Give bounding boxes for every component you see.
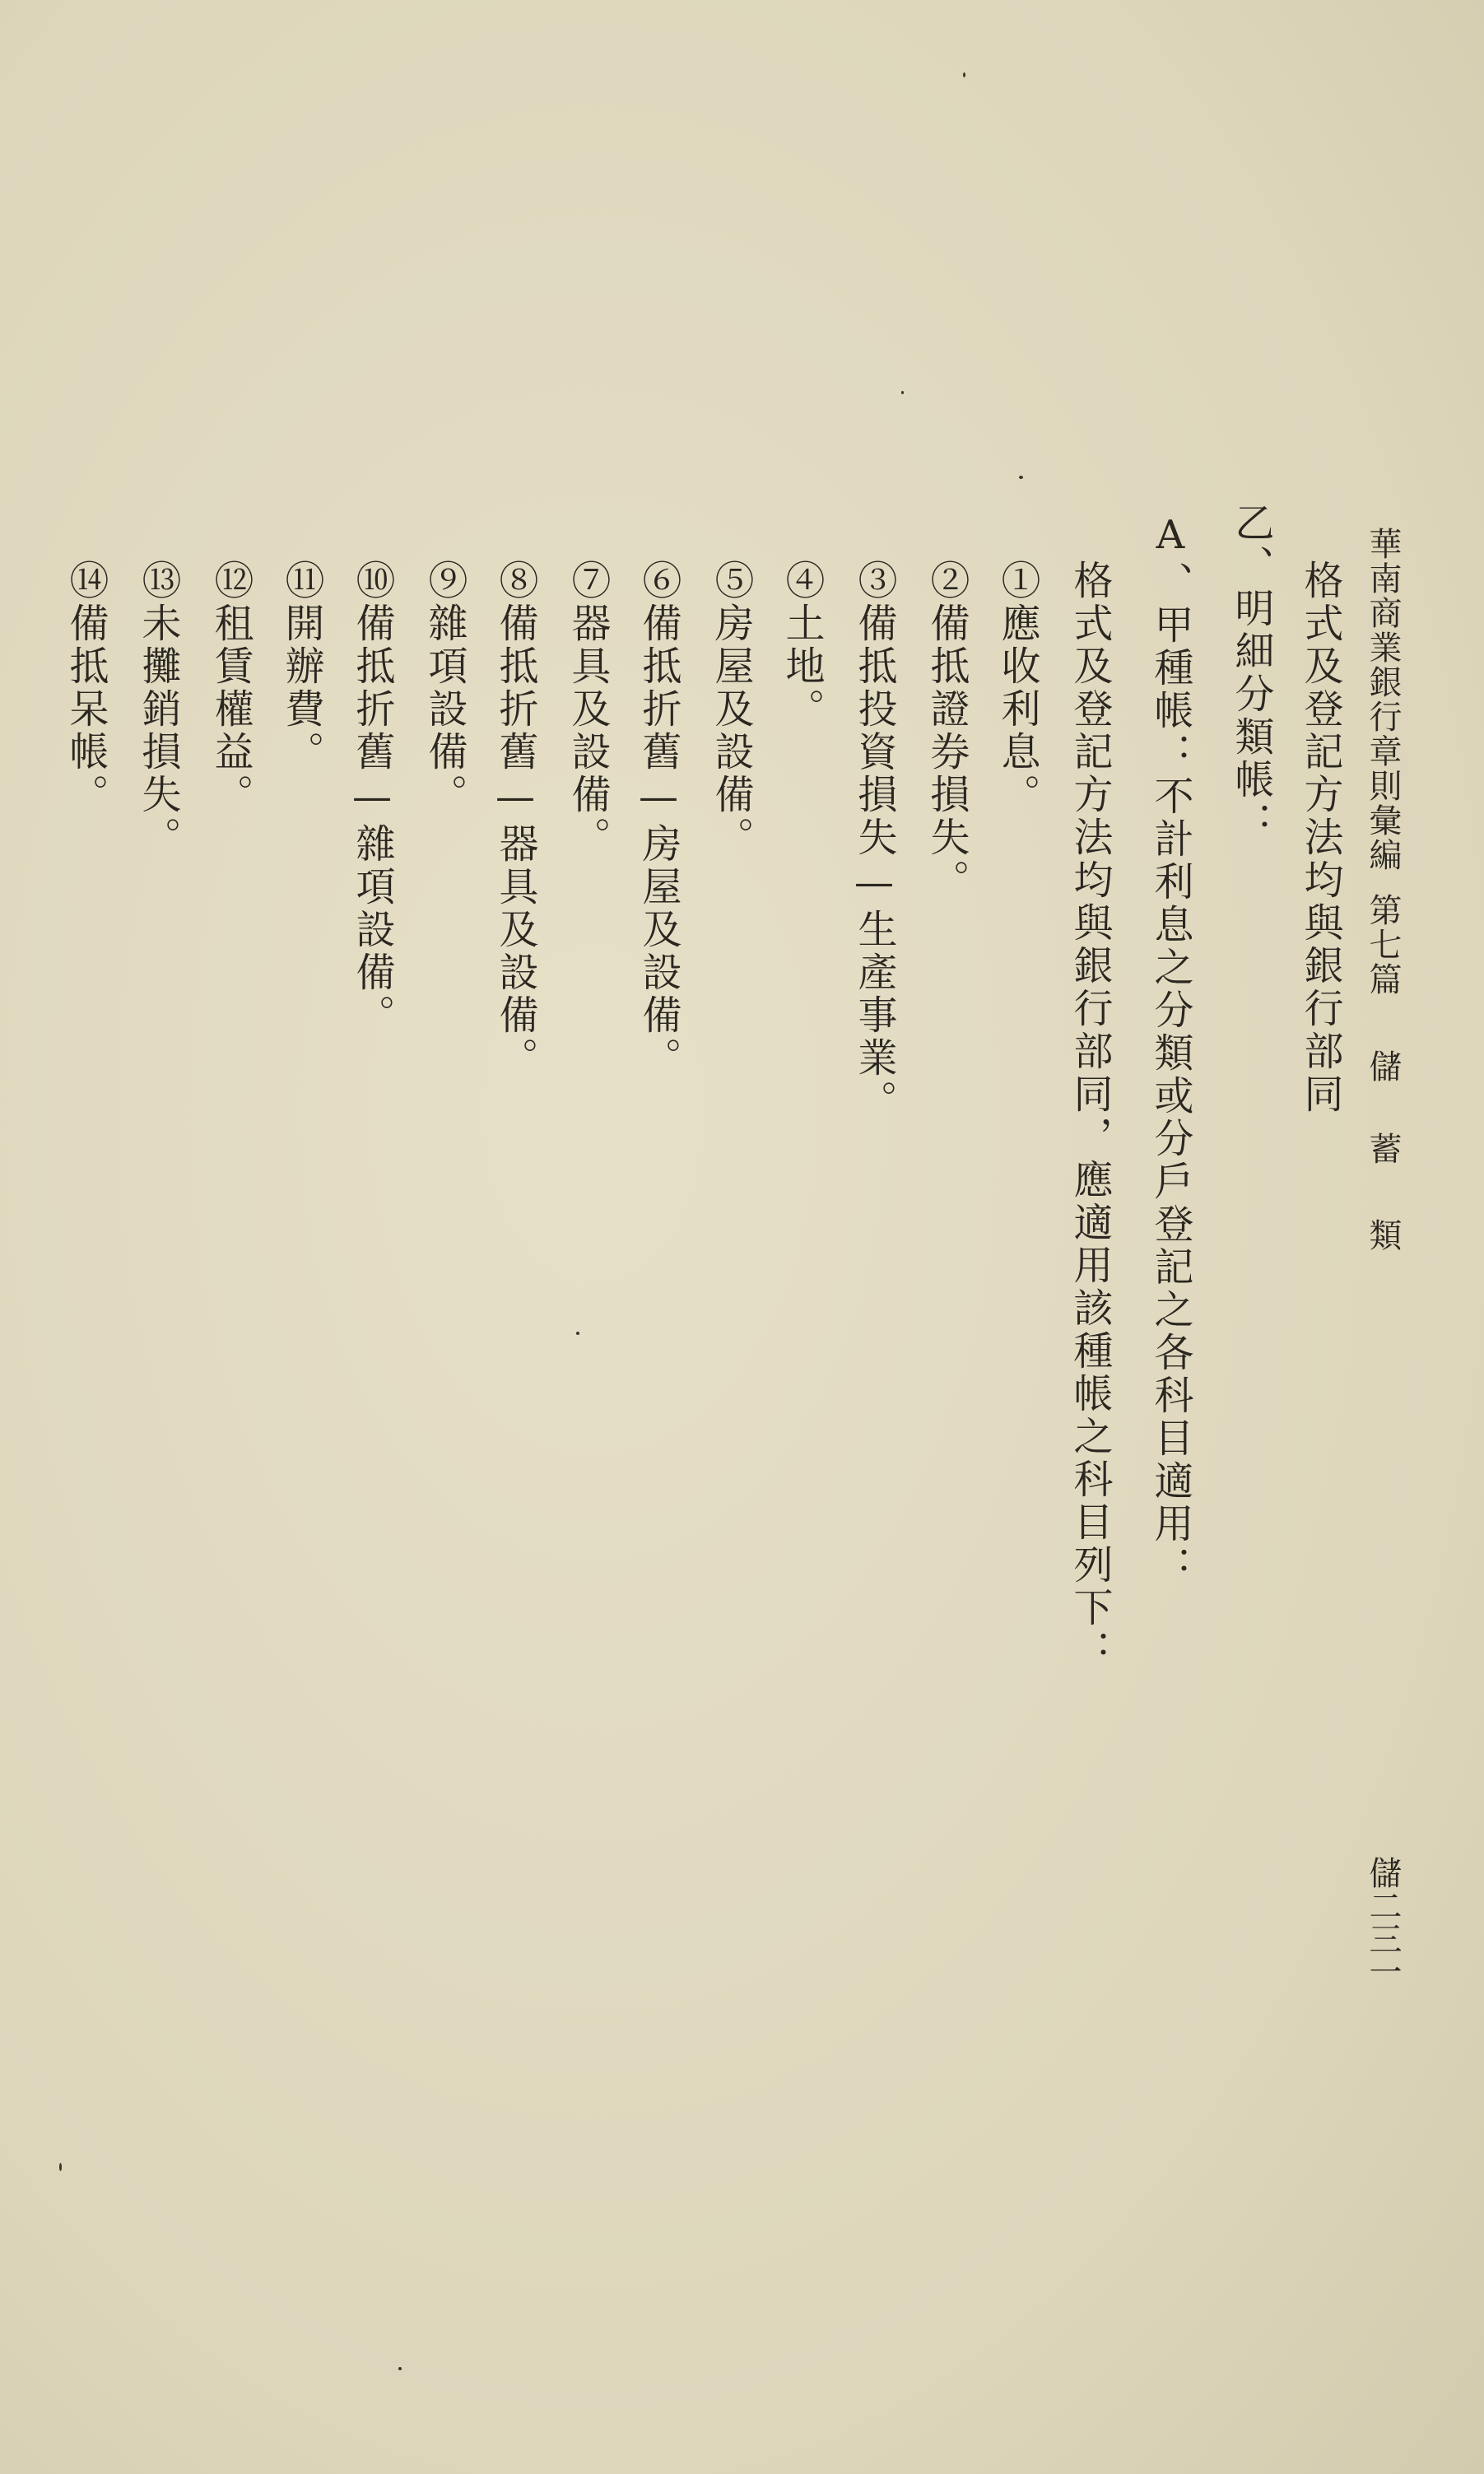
category-char-2: 蓄 xyxy=(1364,1132,1402,1166)
list-item: ②備抵證券損失。 xyxy=(923,560,970,902)
page-number: 儲二三一 xyxy=(1364,1856,1402,1988)
list-item: ④土地。 xyxy=(779,560,825,731)
list-item: ⑤房屋及設備。 xyxy=(708,560,754,859)
list-item: ⑫租賃權益。 xyxy=(207,560,254,816)
text-line: A、甲種帳：不計利息之分類或分戶登記之各科目適用： xyxy=(1147,512,1193,1588)
list-item: ⑭備抵呆帳。 xyxy=(63,560,109,816)
paper-speck xyxy=(963,72,965,77)
paper-speck xyxy=(576,1332,579,1335)
list-item: ⑦器具及設備。 xyxy=(565,560,611,859)
paper-speck xyxy=(398,2367,402,2370)
list-item: ⑩備抵折舊—雜項設備。 xyxy=(349,560,395,1037)
paper-speck xyxy=(901,391,904,394)
book-title: 華南商業銀行章則彙編 xyxy=(1364,527,1402,872)
text-line: 格式及登記方法均與銀行部同 xyxy=(1297,560,1343,1116)
text-line: 乙、明細分類帳： xyxy=(1228,502,1274,844)
list-item: ③備抵投資損失—生產事業。 xyxy=(851,560,897,1123)
list-item: ①應收利息。 xyxy=(994,560,1040,816)
category-char-1: 儲 xyxy=(1364,1049,1402,1084)
paper-speck xyxy=(59,2163,62,2171)
list-item: ⑥備抵折舊—房屋及設備。 xyxy=(635,560,682,1080)
paper-speck xyxy=(1019,476,1023,479)
list-item: ⑪開辦費。 xyxy=(278,560,324,774)
text-line: 格式及登記方法均與銀行部同，應適用該種帳之科目列下： xyxy=(1067,560,1113,1672)
list-item: ⑬未攤銷損失。 xyxy=(135,560,181,859)
list-item: ⑧備抵折舊—器具及設備。 xyxy=(492,560,538,1080)
part-label: 第七篇 xyxy=(1364,893,1402,997)
list-item: ⑨雜項設備。 xyxy=(421,560,468,816)
category-char-3: 類 xyxy=(1364,1218,1402,1253)
